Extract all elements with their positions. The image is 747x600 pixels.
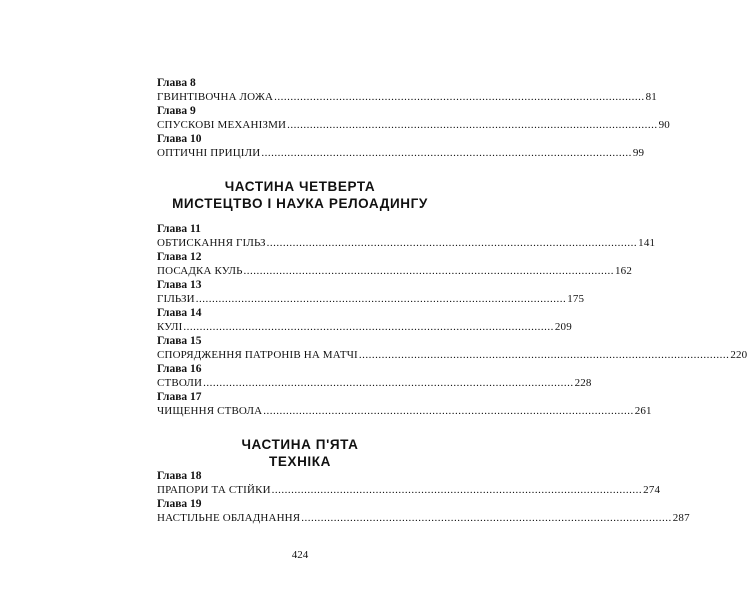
part-heading-line1: ЧАСТИНА ЧЕТВЕРТА — [224, 179, 376, 194]
chapter-title: ГІЛЬЗИ — [157, 293, 195, 305]
toc-entry — [157, 146, 645, 161]
chapter-title: КУЛІ — [157, 321, 183, 333]
toc-entry — [157, 320, 572, 335]
page-ref: 274 — [643, 484, 661, 496]
chapter-label: Глава 17 — [157, 391, 202, 403]
toc-section-c — [157, 470, 690, 526]
page-ref: 287 — [672, 512, 690, 524]
chapter-title: ОБТИСКАННЯ ГІЛЬЗ — [157, 237, 266, 249]
dot-leader: .................................................................................................................. — [261, 147, 632, 159]
part-heading-line1: ЧАСТИНА П'ЯТА — [241, 437, 359, 452]
page-ref: 228 — [574, 377, 592, 389]
page-ref: 162 — [615, 265, 632, 277]
dot-leader: .................................................................................................................. — [263, 405, 634, 417]
page-ref: 81 — [645, 91, 657, 103]
chapter-title: СТВОЛИ — [157, 377, 203, 389]
page-ref: 90 — [658, 119, 670, 131]
page-ref: 99 — [632, 147, 645, 159]
chapter-title: ПРАПОРИ ТА СТІЙКИ — [157, 484, 271, 496]
chapter-title: ГВИНТІВОЧНА ЛОЖА — [157, 91, 274, 103]
part-heading-line2: ТЕХНІКА — [269, 454, 331, 469]
chapter-title: ПОСАДКА КУЛЬ — [157, 265, 243, 277]
page-ref: 175 — [567, 293, 585, 305]
toc-section-b — [157, 223, 747, 419]
dot-leader: .................................................................................................................. — [183, 321, 554, 333]
chapter-title: НАСТІЛЬНЕ ОБЛАДНАННЯ — [157, 512, 301, 524]
page-ref: 141 — [638, 237, 656, 249]
toc-entry — [157, 90, 657, 105]
toc-entry — [157, 264, 632, 279]
toc-section-a — [157, 77, 670, 161]
toc-entry — [157, 404, 652, 419]
page-number: 424 — [291, 549, 309, 561]
toc-entry — [157, 511, 690, 526]
chapter-label: Глава 14 — [157, 307, 202, 319]
chapter-label: Глава 13 — [157, 279, 202, 291]
dot-leader: .................................................................................................................. — [203, 377, 574, 389]
chapter-title: ОПТИЧНІ ПРИЦІЛИ — [157, 147, 261, 159]
dot-leader: .................................................................................................................. — [301, 512, 672, 524]
toc-entry — [157, 348, 747, 363]
dot-leader: .................................................................................................................. — [287, 119, 658, 131]
page-ref: 220 — [730, 349, 747, 361]
chapter-label: Глава 11 — [157, 223, 201, 235]
toc-entry — [157, 236, 656, 251]
page-ref: 209 — [554, 321, 572, 333]
chapter-title: ЧИЩЕННЯ СТВОЛА — [157, 405, 263, 417]
toc-entry — [157, 292, 585, 307]
chapter-label: Глава 12 — [157, 251, 202, 263]
dot-leader: .................................................................................................................. — [195, 293, 567, 305]
dot-leader: .................................................................................................................. — [358, 349, 730, 361]
toc-entry — [157, 118, 670, 133]
chapter-title: СПУСКОВІ МЕХАНІЗМИ — [157, 119, 287, 131]
toc-entry — [157, 483, 661, 498]
chapter-label: Глава 8 — [157, 77, 196, 89]
chapter-label: Глава 15 — [157, 335, 202, 347]
dot-leader: .................................................................................................................. — [271, 484, 643, 496]
page-ref: 261 — [634, 405, 652, 417]
chapter-title: СПОРЯДЖЕННЯ ПАТРОНІВ НА МАТЧІ — [157, 349, 358, 361]
chapter-label: Глава 18 — [157, 470, 202, 482]
chapter-label: Глава 10 — [157, 133, 202, 145]
chapter-label: Глава 9 — [157, 105, 196, 117]
chapter-label: Глава 19 — [157, 498, 202, 510]
dot-leader: .................................................................................................................. — [274, 91, 645, 103]
part-heading-line2: МИСТЕЦТВО І НАУКА РЕЛОАДИНГУ — [172, 196, 428, 211]
toc-entry — [157, 376, 592, 391]
dot-leader: .................................................................................................................. — [266, 237, 638, 249]
chapter-label: Глава 16 — [157, 363, 202, 375]
dot-leader: .................................................................................................................. — [243, 265, 615, 277]
